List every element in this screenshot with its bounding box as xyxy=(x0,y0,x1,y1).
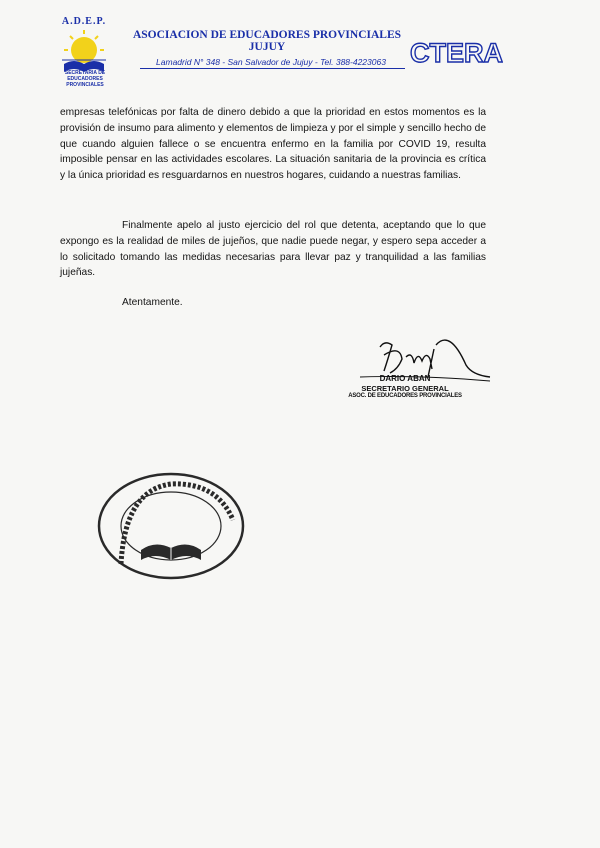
body-paragraph-2: Finalmente apelo al justo ejercicio del rol que detenta, aceptando que lo que expongo es la realidad de miles de jujeños, que nadie puede negar, y espero sepa acceder a lo solicitado tomando las medidas necesarias para llevar paz y tranquilidad a las familias jujeñas. xyxy=(60,220,486,279)
ctera-logo-icon xyxy=(408,36,503,68)
svg-text:CTERA: CTERA xyxy=(410,38,503,68)
body-paragraph-1: empresas telefónicas por falta de dinero debido a que la prioridad en estos momentos es la provisión de insumo para alimento y elementos de limpieza y por el simple y sencillo hecho de que cuando alguien fallece o se encuentra enfermo en la familia por COVID 19, resulta imposible pensar en las actividades escolares. La situación sanitaria de la provincia es crítica y la única prioridad es resguardarnos en nuestros hogares, cuidando a nuestras familias. xyxy=(60,107,486,182)
logo-acronym: A.D.E.P. xyxy=(61,16,107,27)
closing-salutation: Atentamente. xyxy=(122,297,183,308)
signatory-organization: ASOC. DE EDUCADORES PROVINCIALES xyxy=(348,393,462,399)
org-address: Lamadrid N° 348 - San Salvador de Jujuy - Tel. 388-4223063 xyxy=(156,57,386,67)
logo-caption: SECRETARIA DE EDUCADORES PROVINCIALES xyxy=(64,70,106,88)
signatory-role: SECRETARIO GENERAL xyxy=(361,384,449,393)
org-name: ASOCIACION DE EDUCADORES PROVINCIALES xyxy=(132,29,402,41)
signatory-name: DARIO ABAN xyxy=(379,374,431,383)
org-city: JUJUY xyxy=(248,41,286,53)
header-divider xyxy=(140,68,405,69)
organization-stamp-icon xyxy=(95,470,247,582)
